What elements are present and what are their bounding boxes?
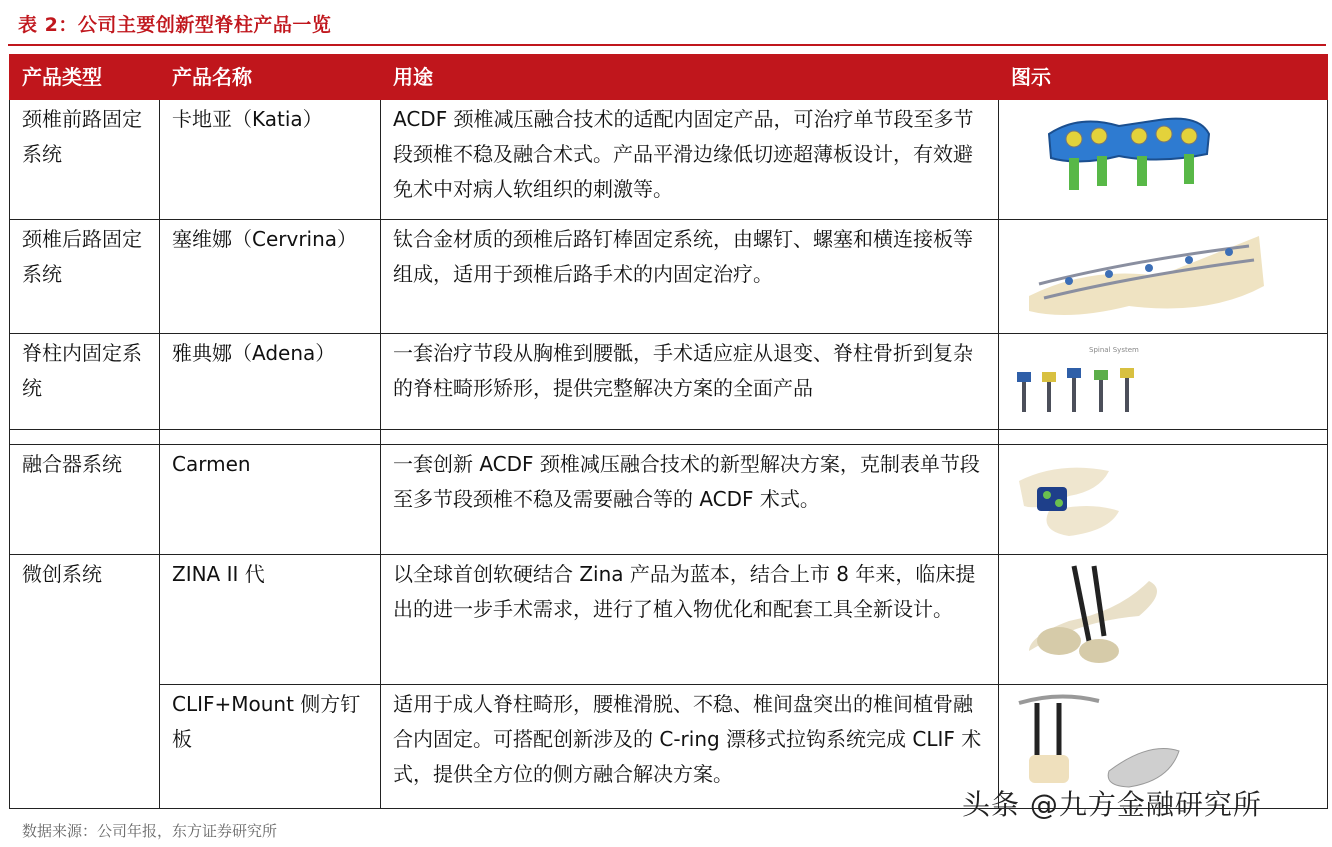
header-name: 产品名称 — [160, 55, 381, 100]
cell-use: 一套治疗节段从胸椎到腰骶，手术适应症从退变、脊柱骨折到复杂的脊柱畸形矫形，提供完整解决方案的全面产品 — [381, 334, 999, 430]
table-row — [10, 100, 1328, 220]
watermark: 头条 @九方金融研究所 — [962, 788, 1262, 821]
header-type: 产品类型 — [10, 55, 160, 100]
cell-type: 微创系统 — [10, 555, 160, 809]
table-gap — [10, 430, 1328, 445]
cell-type: 颈椎前路固定系统 — [10, 100, 160, 220]
table-row — [10, 555, 1328, 685]
header-use: 用途 — [381, 55, 999, 100]
table-title: 表 2：公司主要创新型脊柱产品一览 — [18, 14, 332, 36]
source-note: 数据来源：公司年报，东方证券研究所 — [22, 822, 278, 840]
cell-name: CLIF+Mount 侧方钉板 — [160, 685, 381, 809]
cell-name: 塞维娜（Cervrina） — [160, 220, 381, 334]
cell-name: 雅典娜（Adena） — [160, 334, 381, 430]
cell-image — [999, 445, 1328, 555]
cervical-anterior-plate-image — [1009, 106, 1309, 206]
cell-type: 颈椎后路固定系统 — [10, 220, 160, 334]
table-row — [10, 445, 1328, 555]
cell-name: ZINA II 代 — [160, 555, 381, 685]
cell-name: Carmen — [160, 445, 381, 555]
cell-image — [999, 555, 1328, 685]
product-table — [9, 54, 1328, 809]
header-image: 图示 — [999, 55, 1328, 100]
header-row — [10, 55, 1328, 100]
cell-use: 一套创新 ACDF 颈椎减压融合技术的新型解决方案，克制表单节段至多节段颈椎不稳及需要融合等的 ACDF 术式。 — [381, 445, 999, 555]
cell-use: ACDF 颈椎减压融合技术的适配内固定产品，可治疗单节段至多节段颈椎不稳及融合术式。产品平滑边缘低切迹超薄板设计，有效避免术中对病人软组织的刺激等。 — [381, 100, 999, 220]
cell-use: 适用于成人脊柱畸形，腰椎滑脱、不稳、椎间盘突出的椎间植骨融合内固定。可搭配创新涉及的 C-ring 漂移式拉钩系统完成 CLIF 术式，提供全方位的侧方融合解决方案。 — [381, 685, 999, 809]
cell-use: 以全球首创软硬结合 Zina 产品为蓝本，结合上市 8 年来，临床提出的进一步手术需求，进行了植入物优化和配套工具全新设计。 — [381, 555, 999, 685]
cell-type: 脊柱内固定系统 — [10, 334, 160, 430]
cell-image — [999, 334, 1328, 430]
cell-name: 卡地亚（Katia） — [160, 100, 381, 220]
cell-use: 钛合金材质的颈椎后路钉棒固定系统，由螺钉、螺塞和横连接板等组成，适用于颈椎后路手术的内固定治疗。 — [381, 220, 999, 334]
pedicle-screws-image — [1009, 340, 1309, 420]
cervical-posterior-rod-image — [1009, 226, 1309, 326]
minimally-invasive-system-image — [1009, 561, 1309, 673]
image-caption: Spinal System — [1089, 346, 1139, 354]
fusion-cage-image — [1009, 451, 1309, 541]
title-divider — [8, 44, 1326, 46]
cell-type: 融合器系统 — [10, 445, 160, 555]
cell-image — [999, 220, 1328, 334]
table-row — [10, 220, 1328, 334]
lateral-plate-image — [1009, 691, 1309, 795]
table-row — [10, 334, 1328, 430]
cell-image — [999, 100, 1328, 220]
